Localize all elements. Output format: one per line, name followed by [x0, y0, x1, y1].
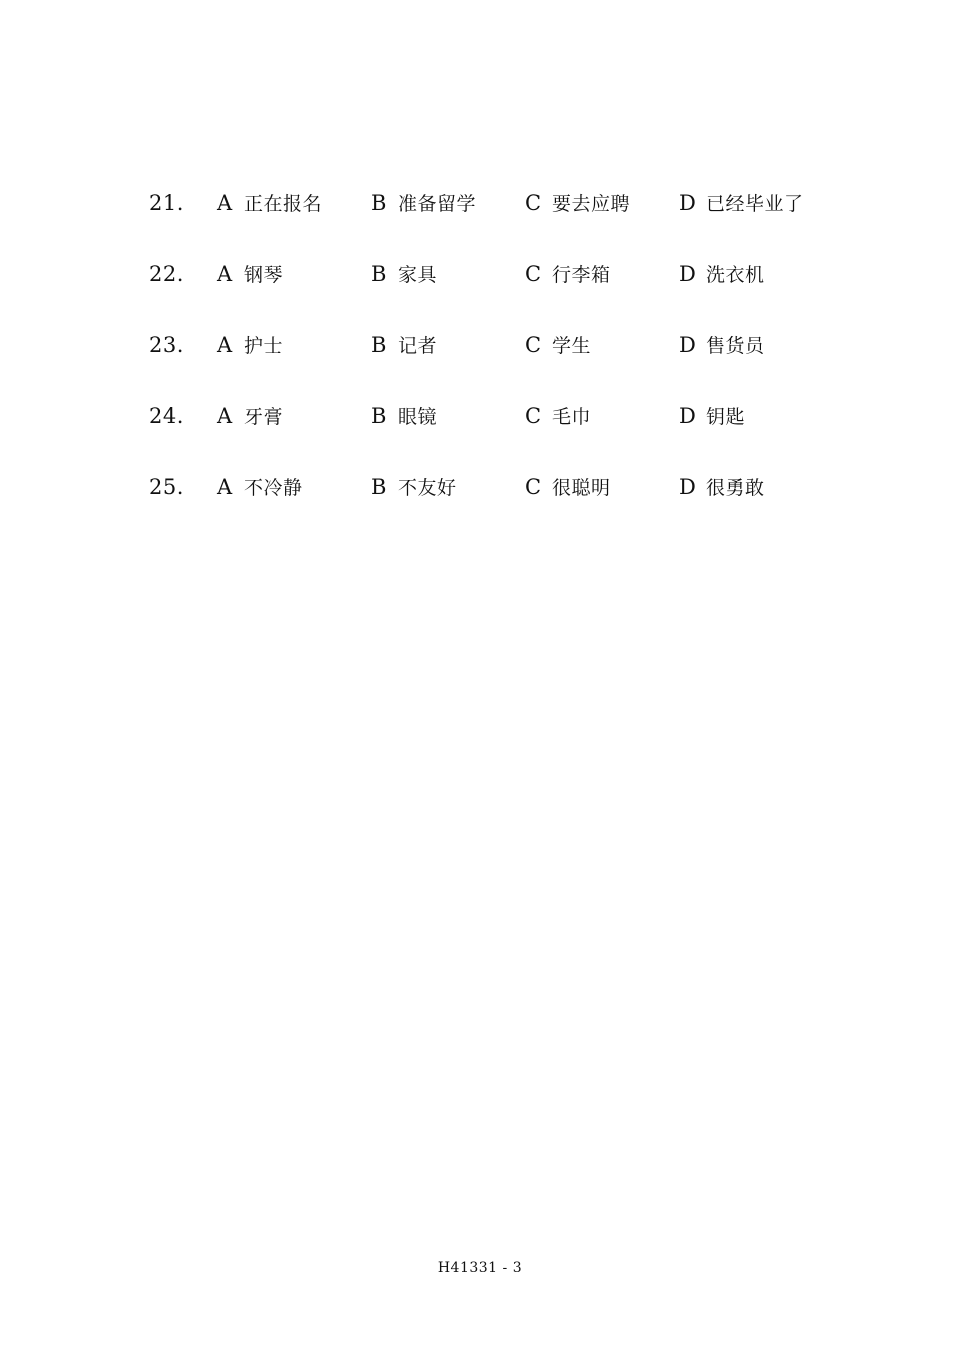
option-c [525, 254, 611, 294]
option-c [525, 396, 591, 436]
option-d [679, 396, 745, 436]
option-letter: B [371, 333, 387, 357]
option-letter: C [525, 262, 542, 286]
option-letter: D [679, 262, 696, 286]
option-text: 牙膏 [244, 406, 284, 428]
option-b [371, 254, 437, 294]
option-letter: B [371, 404, 387, 428]
question-22 [0, 254, 960, 294]
option-d [679, 467, 765, 507]
option-text: 钥匙 [706, 406, 746, 428]
question-25 [0, 467, 960, 507]
option-letter: D [679, 475, 696, 499]
option-letter: A [217, 475, 233, 499]
option-a [217, 467, 303, 507]
option-d [679, 325, 765, 365]
option-d [679, 254, 765, 294]
option-text: 钢琴 [244, 264, 284, 286]
option-b [371, 396, 437, 436]
option-letter: C [525, 333, 542, 357]
question-24 [0, 396, 960, 436]
option-letter: A [217, 262, 233, 286]
option-text: 不冷静 [244, 477, 303, 499]
question-number: 21. [149, 191, 184, 215]
option-c [525, 467, 611, 507]
option-text: 很聪明 [552, 477, 611, 499]
option-letter: A [217, 191, 233, 215]
option-b [371, 183, 476, 223]
option-text: 要去应聘 [552, 193, 631, 215]
option-letter: B [371, 475, 387, 499]
option-text: 准备留学 [398, 193, 477, 215]
option-letter: C [525, 404, 542, 428]
option-letter: D [679, 333, 696, 357]
option-a [217, 325, 283, 365]
option-letter: B [371, 262, 387, 286]
option-d [679, 183, 804, 223]
option-letter: D [679, 191, 696, 215]
option-letter: B [371, 191, 387, 215]
option-text: 很勇敢 [706, 477, 765, 499]
option-text: 记者 [398, 335, 438, 357]
question-21 [0, 183, 960, 223]
option-c [525, 183, 630, 223]
option-letter: C [525, 475, 542, 499]
question-number: 24. [149, 404, 184, 428]
page-footer: H41331 - 3 [437, 1260, 523, 1276]
option-text: 正在报名 [244, 193, 323, 215]
option-text: 护士 [244, 335, 284, 357]
option-letter: D [679, 404, 696, 428]
option-c [525, 325, 591, 365]
option-letter: A [217, 333, 233, 357]
option-a [217, 396, 283, 436]
question-number: 22. [149, 262, 184, 286]
option-text: 已经毕业了 [706, 193, 804, 215]
option-text: 售货员 [706, 335, 765, 357]
option-b [371, 467, 457, 507]
option-text: 眼镜 [398, 406, 438, 428]
option-letter: C [525, 191, 542, 215]
option-text: 行李箱 [552, 264, 611, 286]
option-text: 学生 [552, 335, 592, 357]
option-a [217, 254, 283, 294]
option-b [371, 325, 437, 365]
question-number: 23. [149, 333, 184, 357]
question-23 [0, 325, 960, 365]
question-number: 25. [149, 475, 184, 499]
option-letter: A [217, 404, 233, 428]
option-text: 毛巾 [552, 406, 592, 428]
option-a [217, 183, 322, 223]
option-text: 不友好 [398, 477, 457, 499]
option-text: 洗衣机 [706, 264, 765, 286]
option-text: 家具 [398, 264, 438, 286]
